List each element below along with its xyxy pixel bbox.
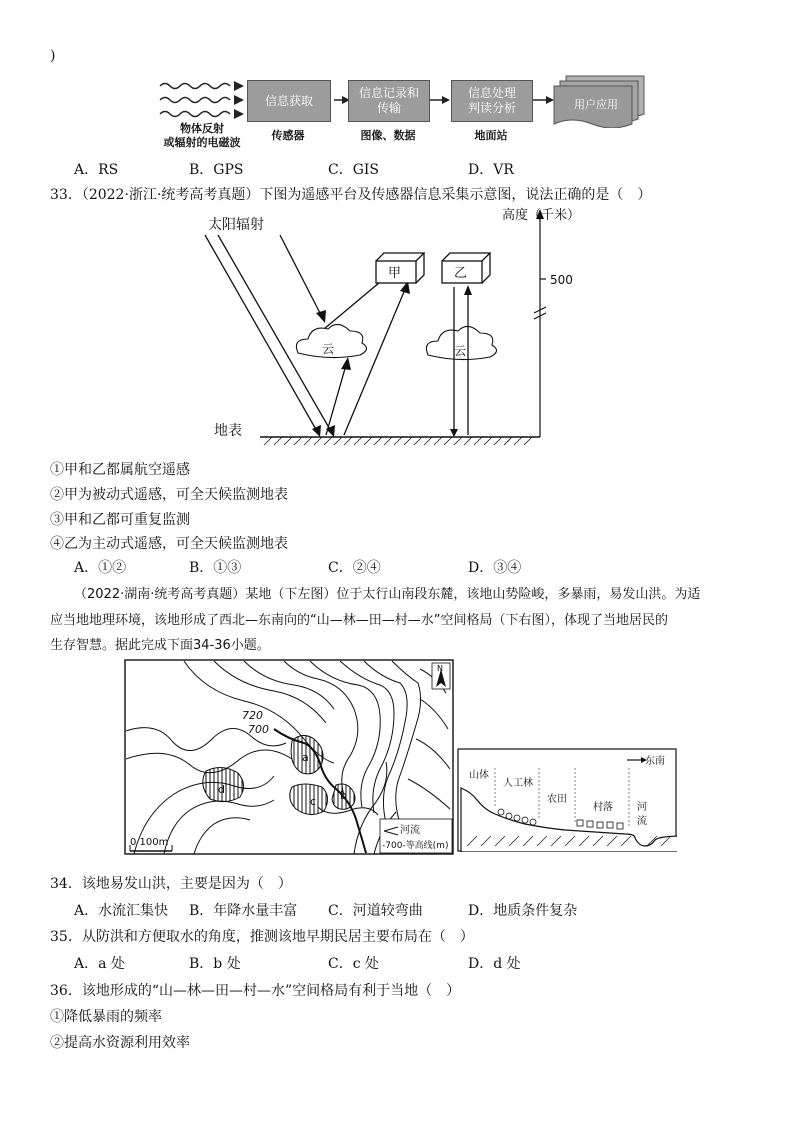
label-village: 村落 [593, 802, 613, 813]
q35-option-d: D．d 处 [468, 956, 521, 972]
q32-option-b: B．GPS [189, 162, 244, 178]
flow-box-transmit: 信息记录和 传输 [348, 80, 430, 122]
legend-contour: -700-等高线(m) [382, 841, 449, 851]
legend-river: 河流 [400, 825, 420, 836]
yi-label: 乙 [454, 266, 468, 281]
label-a: a [302, 751, 309, 764]
contour-720-label: 720 [242, 709, 263, 722]
flow-caption-data: 图像、数据 [360, 129, 416, 142]
flow-box-process: 信息处理 判读分析 [451, 80, 533, 122]
q33-item-1: ①甲和乙都属航空遥感 [50, 462, 190, 478]
direction-label: 东南 [645, 756, 665, 767]
q32-option-c: C．GIS [328, 162, 380, 178]
label-c: c [310, 795, 317, 808]
q36-stem: 36．该地形成的“山—林—田—村—水”空间格局有利于当地（ ） [50, 983, 461, 999]
passage-line-2: 应当地地理环境，该地形成了西北—东南向的“山—林—田—村—水”空间格局（下右图），体现了当地居民的 [50, 613, 668, 628]
q33-option-a: A．①② [74, 560, 127, 576]
passage-line-3: 生存智慧。据此完成下面34-36小题。 [50, 638, 270, 653]
q36-item-1: ①降低暴雨的频率 [50, 1009, 162, 1025]
q34-option-d: D．地质条件复杂 [468, 903, 578, 919]
flow-caption-sensor: 传感器 [271, 129, 305, 142]
q32-option-a: A．RS [74, 162, 119, 178]
sun-label: 太阳辐射 [208, 217, 264, 233]
cloud-2-label: 云 [454, 344, 467, 358]
wave-caption: 物体反射 或辐射的电磁波 [163, 122, 241, 149]
label-river-2: 流 [637, 816, 647, 827]
label-river-1: 河 [637, 802, 647, 813]
wave-3 [160, 112, 230, 117]
wave-arrowhead-2 [234, 95, 244, 105]
q33-item-2: ②甲为被动式遥感，可全天候监测地表 [50, 487, 288, 503]
q36-item-2: ②提高水资源利用效率 [50, 1035, 190, 1051]
ground-hatch [264, 437, 532, 445]
flow-caption-station: 地面站 [474, 129, 508, 142]
height-500: 500 [550, 273, 573, 287]
label-farmland: 农田 [547, 794, 567, 805]
passage-line-1: （2022·湖南·统考高考真题）某地（下左图）位于太行山南段东麓，该地山势险峻，多暴雨，易发山洪。为适 [74, 587, 701, 602]
label-b: b [340, 789, 347, 802]
wave-2 [160, 98, 230, 103]
q35-stem: 35．从防洪和方便取水的角度，推测该地早期民居主要布局在（ ） [50, 929, 474, 945]
flow-box-user-label: 用户应用 [574, 98, 618, 111]
q35-option-a: A．a 处 [74, 956, 125, 972]
q34-option-b: B．年降水量丰富 [189, 903, 298, 919]
q32-option-d: D．VR [468, 162, 514, 178]
profile-diagram [457, 748, 677, 852]
q33-option-d: D．③④ [468, 560, 522, 576]
wave-arrowhead-3 [234, 109, 244, 119]
scale-label: 0 100m [130, 837, 169, 848]
q33-option-b: B．①③ [189, 560, 242, 576]
label-d: d [218, 783, 225, 796]
contour-map [124, 659, 454, 855]
cloud-1-label: 云 [322, 342, 335, 356]
continuation-paren: ) [50, 48, 56, 64]
q35-option-b: B．b 处 [189, 956, 241, 972]
label-mountain: 山体 [469, 770, 489, 781]
north-label: N [437, 664, 443, 673]
q35-option-c: C．c 处 [328, 956, 380, 972]
label-forest: 人工林 [503, 778, 533, 789]
contour-700-label: 700 [248, 723, 269, 736]
q33-item-4: ④乙为主动式遥感，可全天候监测地表 [50, 536, 288, 552]
flow-box-acquire: 信息获取 [247, 80, 331, 122]
height-label: 高度（千米） [502, 208, 581, 223]
jia-label: 甲 [388, 266, 402, 281]
q34-option-c: C．河道较弯曲 [328, 903, 423, 919]
q34-option-a: A．水流汇集快 [74, 903, 169, 919]
wave-arrowhead-1 [234, 81, 244, 91]
flow-arrow-2 [442, 96, 450, 104]
ground-label: 地表 [214, 423, 242, 439]
remote-sensing-figure [200, 205, 600, 450]
q33-stem: 33．（2022·浙江·统考高考真题）下图为遥感平台及传感器信息采集示意图，说法正确的是（ ） [50, 187, 652, 203]
q33-option-c: C．②④ [328, 560, 381, 576]
wave-1 [160, 84, 230, 89]
q33-item-3: ③甲和乙都可重复监测 [50, 512, 190, 528]
q34-stem: 34．该地易发山洪，主要是因为（ ） [50, 876, 292, 892]
